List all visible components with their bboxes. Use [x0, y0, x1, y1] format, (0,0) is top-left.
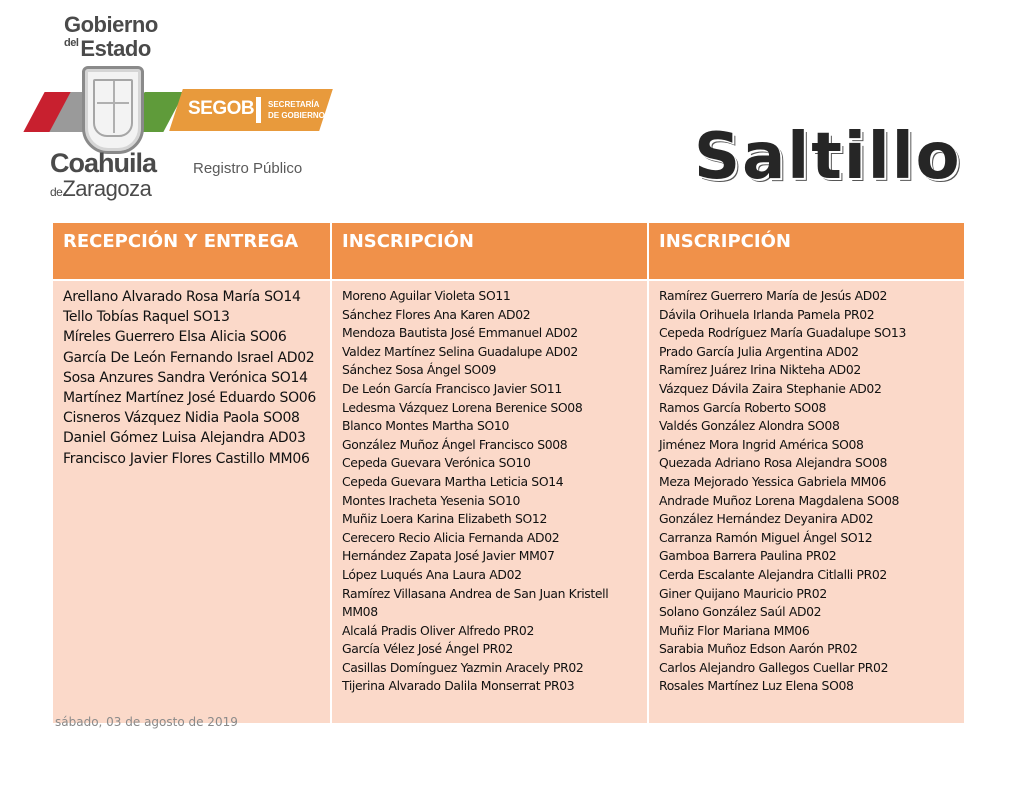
list-item: García De León Fernando Israel AD02 — [63, 349, 315, 366]
list-item: Daniel Gómez Luisa Alejandra AD03 — [63, 430, 306, 447]
list-item: Vázquez Dávila Zaira Stephanie AD02 — [659, 380, 882, 396]
list-item: Cepeda Guevara Martha Leticia SO14 — [342, 473, 564, 489]
list-item: De León García Francisco Javier SO11 — [342, 380, 562, 396]
coahuila-text: Coahuila — [50, 148, 157, 178]
coahuila-logo — [50, 150, 156, 200]
list-item: Muñiz Flor Mariana MM06 — [659, 622, 810, 638]
registro-publico-label: Registro Público — [193, 160, 303, 177]
list-item: Dávila Orihuela Irlanda Pamela PR02 — [659, 306, 875, 322]
list-item: Míreles Guerrero Elsa Alicia SO06 — [63, 329, 287, 346]
list-item: Cerda Escalante Alejandra Citlalli PR02 — [659, 566, 887, 582]
segob-logo-text: SEGOB — [188, 98, 255, 119]
list-item: Arellano Alvarado Rosa María SO14 — [63, 289, 301, 305]
list-item: Meza Mejorado Yessica Gabriela MM06 — [659, 473, 887, 489]
list-item: Cepeda Rodríguez María Guadalupe SO13 — [659, 325, 906, 341]
column-recepcion — [53, 223, 330, 729]
column-body — [332, 281, 647, 723]
list-item: Martínez Martínez José Eduardo SO06 — [63, 390, 317, 407]
name-list — [63, 287, 322, 469]
name-list — [342, 287, 639, 696]
list-item: Tijerina Alvarado Dalila Monserrat PR03 — [342, 678, 575, 694]
list-item: Cerecero Recio Alicia Fernanda AD02 — [342, 529, 560, 545]
zaragoza-text: Zaragoza — [62, 176, 152, 201]
column-header: RECEPCIÓN Y ENTREGA — [53, 223, 330, 279]
list-item: Valdés González Alondra SO08 — [659, 418, 840, 434]
list-item: Sánchez Sosa Ángel SO09 — [342, 362, 497, 378]
list-item: Cisneros Vázquez Nidia Paola SO08 — [63, 410, 300, 427]
list-item: Carlos Alejandro Gallegos Cuellar PR02 — [659, 659, 889, 675]
list-item: García Vélez José Ángel PR02 — [342, 641, 513, 657]
list-item: Sosa Anzures Sandra Verónica SO14 — [63, 369, 308, 386]
list-item: Jiménez Mora Ingrid América SO08 — [659, 436, 864, 452]
logo-del-text: del — [64, 37, 79, 49]
list-item: Casillas Domínguez Yazmin Aracely PR02 — [342, 659, 584, 675]
list-item: Mendoza Bautista José Emmanuel AD02 — [342, 325, 578, 341]
city-title: Saltillo — [694, 120, 962, 194]
list-item: Ramírez Juárez Irina Nikteha AD02 — [659, 362, 861, 378]
date-label: sábado, 03 de agosto de 2019 — [55, 715, 238, 729]
list-item: González Hernández Deyanira AD02 — [659, 511, 874, 527]
list-item: Ramírez Villasana Andrea de San Juan Kristell MM08 — [342, 585, 609, 620]
list-item: Solano González Saúl AD02 — [659, 604, 822, 620]
list-item: Tello Tobías Raquel SO13 — [63, 309, 230, 326]
column-inscripcion-2 — [649, 223, 964, 723]
list-item: López Luqués Ana Laura AD02 — [342, 566, 522, 582]
list-item: Hernández Zapata José Javier MM07 — [342, 548, 555, 564]
column-body — [649, 281, 964, 723]
segob-subtitle-line2: DE GOBIERNO — [268, 111, 325, 120]
list-item: Montes Iracheta Yesenia SO10 — [342, 492, 521, 508]
column-inscripcion-1 — [332, 223, 647, 723]
column-header: INSCRIPCIÓN — [332, 223, 647, 279]
list-item: Muñiz Loera Karina Elizabeth SO12 — [342, 511, 548, 527]
staff-table — [53, 223, 964, 729]
segob-divider — [256, 97, 261, 123]
logo-estado-text: Estado — [80, 36, 151, 61]
column-header: INSCRIPCIÓN — [649, 223, 964, 279]
list-item: Ledesma Vázquez Lorena Berenice SO08 — [342, 399, 583, 415]
coat-of-arms-icon — [82, 66, 144, 154]
list-item: Prado García Julia Argentina AD02 — [659, 343, 859, 359]
list-item: Moreno Aguilar Violeta SO11 — [342, 288, 511, 303]
logo-gobierno-text: Gobierno — [64, 12, 158, 37]
list-item: Rosales Martínez Luz Elena SO08 — [659, 678, 854, 694]
de-text: de — [50, 185, 63, 199]
list-item: González Muñoz Ángel Francisco S008 — [342, 436, 568, 452]
column-body — [53, 281, 330, 729]
list-item: Andrade Muñoz Lorena Magdalena SO08 — [659, 492, 900, 508]
segob-subtitle — [268, 99, 325, 121]
name-list — [659, 287, 956, 696]
list-item: Carranza Ramón Miguel Ángel SO12 — [659, 529, 873, 545]
list-item: Giner Quijano Mauricio PR02 — [659, 585, 827, 601]
segob-subtitle-line1: SECRETARÍA — [268, 100, 320, 109]
list-item: Cepeda Guevara Verónica SO10 — [342, 455, 531, 471]
list-item: Sánchez Flores Ana Karen AD02 — [342, 306, 531, 322]
list-item: Sarabia Muñoz Edson Aarón PR02 — [659, 641, 858, 657]
list-item: Valdez Martínez Selina Guadalupe AD02 — [342, 343, 578, 359]
list-item: Quezada Adriano Rosa Alejandra SO08 — [659, 455, 888, 471]
list-item: Alcalá Pradis Oliver Alfredo PR02 — [342, 622, 534, 638]
list-item: Gamboa Barrera Paulina PR02 — [659, 548, 837, 564]
list-item: Ramos García Roberto SO08 — [659, 399, 827, 415]
list-item: Francisco Javier Flores Castillo MM06 — [63, 450, 310, 467]
list-item: Ramírez Guerrero María de Jesús AD02 — [659, 288, 888, 303]
gobierno-del-estado-logo — [64, 14, 158, 60]
list-item: Blanco Montes Martha SO10 — [342, 418, 509, 434]
